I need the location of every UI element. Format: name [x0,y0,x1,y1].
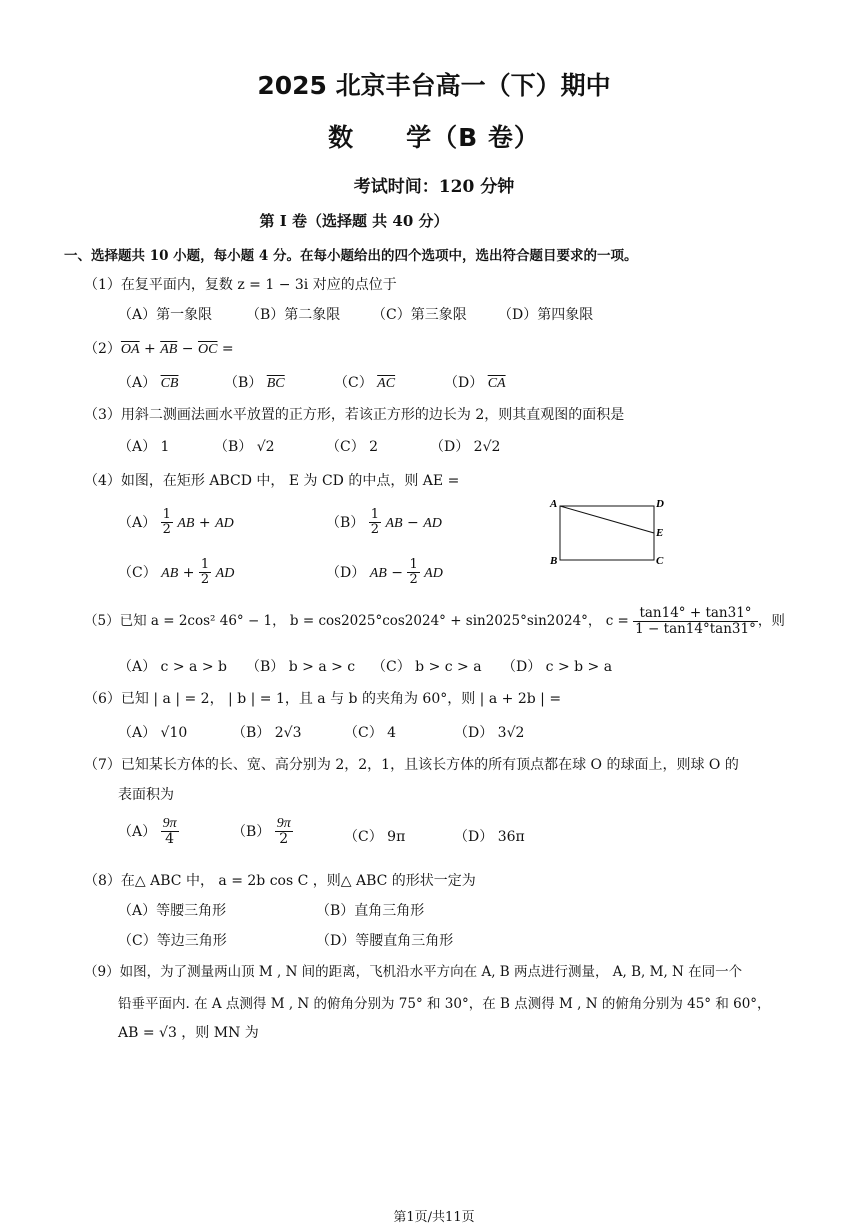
question-3-option-b: （B） √2 [214,439,275,455]
label-d: D [656,498,664,510]
section-instructions: 一、选择题共 10 小题，每小题 4 分。在每小题给出的四个选项中，选出符合题目要求的一项。 [64,248,638,264]
vector-ab: $\overline{AB}$ [160,342,178,357]
page-footer: 第1页/共11页 [393,1210,475,1225]
question-2-option-c: （C） $\overline{AC}$ [334,375,396,391]
part-title: 第 I 卷（选择题 共 40 分） [259,212,449,230]
question-7-option-a: （A） $\frac{9\pi}{4}$ [118,816,177,848]
question-3-option-c: （C） 2 [326,439,379,455]
question-5-option-a: （A） c > a > b [118,659,227,675]
question-7-stem-line-2: 表面积为 [118,787,174,803]
question-8-stem: （8）在△ ABC 中， a = 2b cos C ，则△ ABC 的形状一定为 [84,873,476,889]
question-1-option-a: （A）第一象限 [118,307,213,323]
question-2-stem: $(2)\overline{OA} + \overline{AB} - \overline{OC}$ = [84,341,234,357]
question-8-option-a: （A）等腰三角形 [118,903,227,919]
question-1-stem: （1）在复平面内，复数 z = 1 − 3i 对应的点位于 [84,277,397,293]
question-5-option-c: （C） b > c > a [372,659,482,675]
question-3-stem: （3）用斜二测画法画水平放置的正方形，若该正方形的边长为 2，则其直观图的面积是 [84,407,625,423]
question-7-stem-line-1: （7）已知某长方体的长、宽、高分别为 2，2，1，且该长方体的所有顶点都在球 O 的球面上，则球 O 的 [84,757,739,773]
document-title: 2025 北京丰台高一（下）期中 [257,71,611,100]
question-6-option-d: （D） 3√2 [454,725,525,741]
question-1-option-c: （C）第三象限 [372,307,467,323]
label-c: C [656,555,664,567]
question-4-option-c: （C） AB + $\frac{1}{2}$ AD [118,557,235,588]
question-5-option-d: （D） c > b > a [502,659,613,675]
question-9-line-2: 铅垂平面内. 在 A 点测得 M , N 的俯角分别为 75° 和 30°，在 B 点测得 M , N 的俯角分别为 45° 和 60°， [118,996,771,1012]
rectangle-abcd [560,506,654,560]
label-e: E [656,527,664,539]
fraction-numerator: tan14° + tan31° [633,606,758,622]
segment-ae [560,506,654,533]
label-b: B [550,555,558,567]
question-4-stem: （4）如图，在矩形 ABCD 中， E 为 CD 的中点，则 AE = [84,473,460,489]
question-5-stem: （5）已知 a = 2cos² 46° − 1， b = cos2025°cos2024° + sin2025°sin2024°， c = $\frac{\tan 14^\circ + \tan 31^\circ}{1 - \tan 14^\circ\tan 31^\circ}$ ，则 [84,605,785,637]
question-3-option-d: （D） 2√2 [430,439,501,455]
question-2-option-d: （D） $\overline{CA}$ [444,375,506,391]
fraction-denominator: 1 − tan14°tan31° [635,620,756,637]
question-1-option-b: （B）第二象限 [246,307,341,323]
question-8-option-d: （D）等腰直角三角形 [316,933,454,949]
question-7-option-c: （C） 9π [344,829,406,845]
question-3-option-a: （A） 1 [118,439,170,455]
question-2-number: （2） [84,341,121,357]
vector-oa: $\overline{OA}$ [120,342,140,357]
vector-oc: $\overline{OC}$ [197,342,218,357]
question-6-option-b: （B） 2√3 [232,725,302,741]
question-4-option-a: （A） $\frac{1}{2}$ AB + AD [118,507,234,538]
question-6-option-c: （C） 4 [344,725,397,741]
question-8-option-b: （B）直角三角形 [316,903,425,919]
question-8-option-c: （C）等边三角形 [118,933,227,949]
question-6-option-a: （A） √10 [118,725,188,741]
question-5-option-b: （B） b > a > c [246,659,356,675]
question-2-option-b: （B） $\overline{BC}$ [224,375,285,391]
question-4-option-b: （B） $\frac{1}{2}$ AB − AD [326,507,442,538]
question-7-option-d: （D） 36π [454,829,525,845]
question-2-option-a: （A） $\overline{CB}$ [118,375,179,391]
question-6-stem: （6）已知 | a | = 2， | b | = 1，且 a 与 b 的夹角为 60°，则 | a + 2b | = [84,691,562,707]
rectangle-figure [544,494,674,570]
question-7-option-b: （B） $\frac{9\pi}{2}$ [232,816,291,848]
question-1-option-d: （D）第四象限 [498,307,594,323]
subject-title: 数 学（B 卷） [328,123,540,152]
question-9-line-3: AB = √3 ，则 MN 为 [118,1025,259,1041]
question-4-option-d: （D） AB − $\frac{1}{2}$ AD [326,557,443,588]
label-a: A [550,498,558,510]
exam-time: 考试时间：120 分钟 [353,177,515,197]
question-9-line-1: （9）如图，为了测量两山顶 M , N 间的距离，飞机沿水平方向在 A, B 两点进行测量， A, B, M, N 在同一个 [84,964,743,980]
